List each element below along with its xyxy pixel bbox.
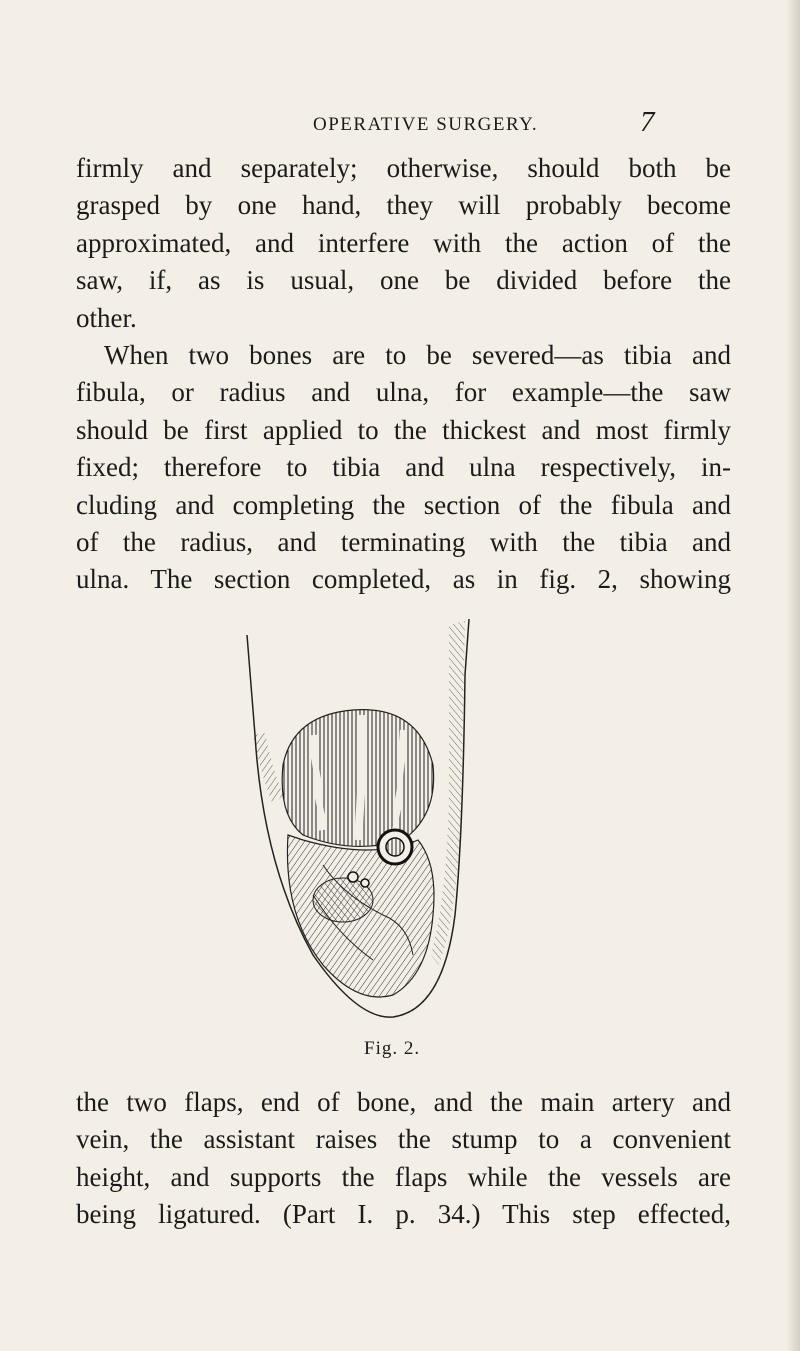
paragraph-3 <box>76 1084 731 1234</box>
text-line: approximated, and interfere with the action of the <box>76 227 731 258</box>
paragraph-1 <box>76 150 731 599</box>
text-line: firmly and separately; otherwise, should both be <box>76 153 731 183</box>
figure-2 <box>0 615 800 1075</box>
running-head: OPERATIVE SURGERY. <box>313 114 539 135</box>
text-line: When two bones are to be severed—as tibia and <box>104 340 731 371</box>
figure-caption: Fig. 2. <box>364 1038 421 1059</box>
page-edge-shadow <box>786 0 800 1351</box>
text-line: cluding and completing the section of the fibula and <box>76 489 731 520</box>
text-line: fibula, or radius and ulna, for example—the saw <box>76 377 731 408</box>
text-line: saw, if, as is usual, one be divided before the <box>76 265 731 296</box>
text-line: of the radius, and terminating with the tibia and <box>76 527 731 558</box>
text-line: the two flaps, end of bone, and the main artery and <box>76 1087 731 1117</box>
text-line: being ligatured. (Part I. p. 34.) This step effected, <box>76 1199 731 1230</box>
text-line: fixed; therefore to tibia and ulna respectively, in- <box>76 452 731 483</box>
text-line: height, and supports the flaps while the vessels are <box>76 1161 731 1192</box>
text-line: ulna. The section completed, as in fig. 2, showing <box>76 564 731 595</box>
page-number: 7 <box>640 106 655 138</box>
text-line: should be first applied to the thickest and most firmly <box>76 414 731 445</box>
page-header <box>0 108 800 138</box>
amputation-stump-illustration <box>243 615 475 1035</box>
text-line: grasped by one hand, they will probably become <box>76 190 731 221</box>
text-line: vein, the assistant raises the stump to a convenient <box>76 1124 731 1155</box>
text-line: other. <box>76 302 137 333</box>
